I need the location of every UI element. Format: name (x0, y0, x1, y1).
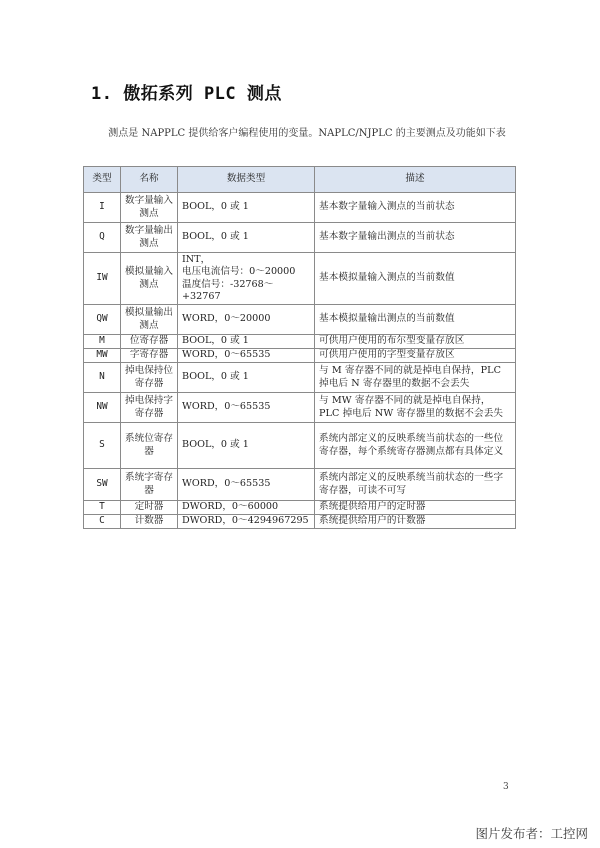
cell-type: C (84, 515, 121, 529)
cell-type: MW (84, 349, 121, 363)
table-row (84, 501, 516, 515)
cell-type: S (84, 423, 121, 469)
cell-description: 系统提供给用户的计数器 (315, 515, 516, 529)
table-row (84, 469, 516, 501)
header-data-type: 数据类型 (178, 167, 315, 193)
cell-type: Q (84, 223, 121, 253)
cell-data-type: WORD，0～65535 (178, 349, 315, 363)
page-number: 3 (503, 782, 509, 792)
cell-type: T (84, 501, 121, 515)
cell-data-type: WORD，0～20000 (178, 305, 315, 335)
cell-type: NW (84, 393, 121, 423)
cell-name: 掉电保持字寄存器 (121, 393, 178, 423)
cell-name: 模拟量输出测点 (121, 305, 178, 335)
cell-name: 计数器 (121, 515, 178, 529)
cell-name: 数字量输出测点 (121, 223, 178, 253)
table-row (84, 193, 516, 223)
cell-type: M (84, 335, 121, 349)
cell-description: 系统提供给用户的定时器 (315, 501, 516, 515)
cell-name: 定时器 (121, 501, 178, 515)
cell-name: 系统字寄存器 (121, 469, 178, 501)
table-row (84, 253, 516, 305)
cell-description: 与 M 寄存器不同的就是掉电自保持，PLC 掉电后 N 寄存器里的数据不会丢失 (315, 363, 516, 393)
cell-type: QW (84, 305, 121, 335)
cell-data-type: WORD，0～65535 (178, 393, 315, 423)
table-row (84, 349, 516, 363)
table-row (84, 305, 516, 335)
cell-data-type: BOOL，0 或 1 (178, 193, 315, 223)
cell-description: 可供用户使用的字型变量存放区 (315, 349, 516, 363)
cell-data-type: BOOL，0 或 1 (178, 335, 315, 349)
cell-data-type: BOOL，0 或 1 (178, 423, 315, 469)
cell-description: 可供用户使用的布尔型变量存放区 (315, 335, 516, 349)
cell-description: 基本数字量输出测点的当前状态 (315, 223, 516, 253)
cell-description: 基本模拟量输入测点的当前数值 (315, 253, 516, 305)
cell-name: 数字量输入测点 (121, 193, 178, 223)
table-row (84, 515, 516, 529)
cell-data-type: WORD，0～65535 (178, 469, 315, 501)
data-type-line: 温度信号：-32768～+32767 (182, 278, 274, 302)
cell-type: IW (84, 253, 121, 305)
cell-description: 系统内部定义的反映系统当前状态的一些位寄存器，每个系统寄存器测点都有具体定义 (315, 423, 516, 469)
table-header-row (84, 167, 516, 193)
table-row (84, 423, 516, 469)
table-row (84, 363, 516, 393)
cell-name: 字寄存器 (121, 349, 178, 363)
intro-paragraph: 测点是 NAPPLC 提供给客户编程使用的变量。NAPLC/NJPLC 的主要测点及功能如下表 (108, 128, 506, 139)
cell-name: 系统位寄存器 (121, 423, 178, 469)
cell-name: 模拟量输入测点 (121, 253, 178, 305)
cell-data-type: BOOL，0 或 1 (178, 223, 315, 253)
cell-data-type (178, 253, 315, 305)
cell-name: 掉电保持位寄存器 (121, 363, 178, 393)
cell-type: SW (84, 469, 121, 501)
data-type-line: 电压电流信号：0～20000 (182, 266, 296, 277)
cell-data-type: BOOL，0 或 1 (178, 363, 315, 393)
cell-name: 位寄存器 (121, 335, 178, 349)
header-description: 描述 (315, 167, 516, 193)
table-row (84, 393, 516, 423)
cell-description: 与 MW 寄存器不同的就是掉电自保持，PLC 掉电后 NW 寄存器里的数据不会丢失 (315, 393, 516, 423)
cell-type: N (84, 363, 121, 393)
header-name: 名称 (121, 167, 178, 193)
data-type-line: INT， (182, 253, 211, 265)
cell-data-type: DWORD，0～4294967295 (178, 515, 315, 529)
cell-description: 基本模拟量输出测点的当前数值 (315, 305, 516, 335)
cell-description: 系统内部定义的反映系统当前状态的一些字寄存器，可读不可写 (315, 469, 516, 501)
table-row (84, 335, 516, 349)
publisher-watermark: 图片发布者：工控网 (475, 826, 588, 841)
cell-data-type: DWORD，0～60000 (178, 501, 315, 515)
cell-type: I (84, 193, 121, 223)
plc-points-table (83, 166, 516, 529)
header-type: 类型 (84, 167, 121, 193)
cell-description: 基本数字量输入测点的当前状态 (315, 193, 516, 223)
table-row (84, 223, 516, 253)
page-title: 1. 傲拓系列 PLC 测点 (91, 84, 282, 104)
